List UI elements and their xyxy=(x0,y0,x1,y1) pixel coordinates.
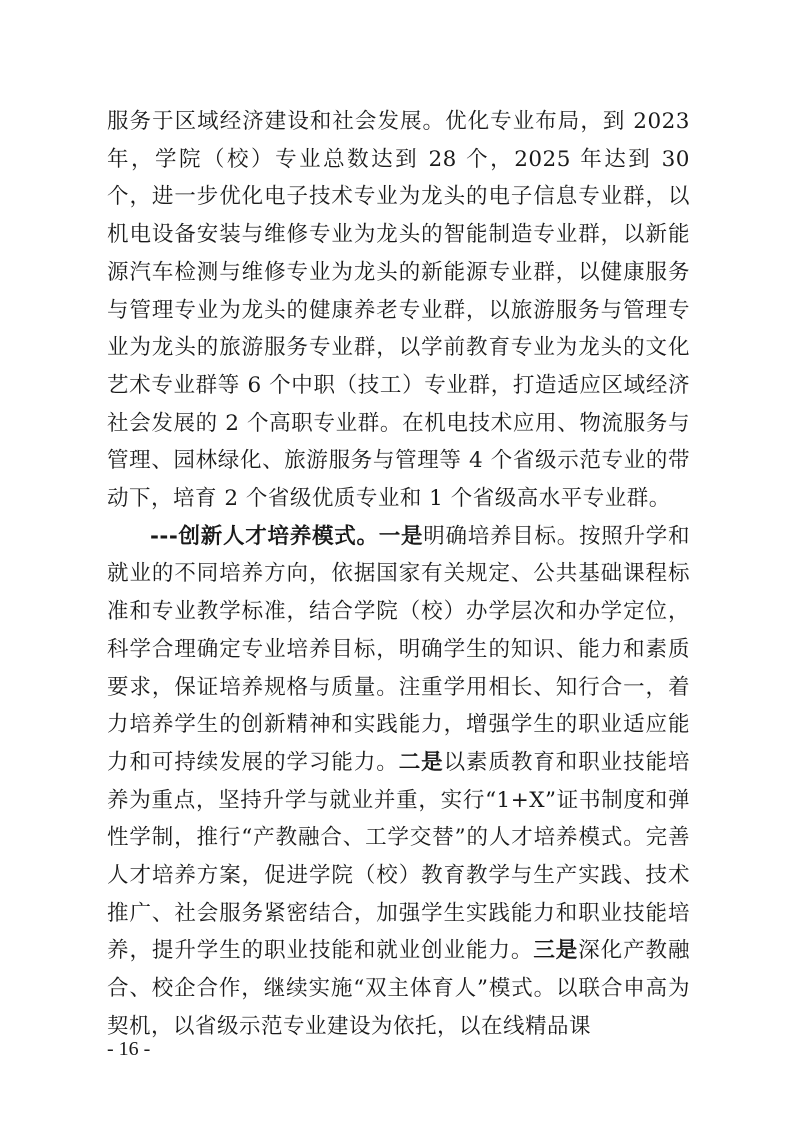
section-heading: ---创新人才培养模式。 xyxy=(150,523,379,549)
paragraph-talent-training xyxy=(107,518,690,1046)
point-text-1: 明确培养目标。按照升学和就业的不同培养方向，依据国家有关规定、公共基础课程标准和专业教学标准，结合学院（校）办学层次和办学定位，科学合理确定专业培养目标，明确学生的知识、能力和素质要求，保证培养规格与质量。注重学用相长、知行合一，着力培养学生的创新精神和实践能力，增强学生的职业适应能力和可持续发展的学习能力。 xyxy=(107,523,690,775)
point-marker-1: 一是 xyxy=(378,523,424,549)
document-body xyxy=(107,103,690,1046)
point-marker-2: 二是 xyxy=(398,749,444,775)
page-number: - 16 - xyxy=(107,1038,151,1060)
point-text-3: 深化产教融合、校企合作，继续实施“双主体育人”模式。以联合申高为契机，以省级示范专业建设为依托，以在线精品课 xyxy=(107,938,690,1039)
point-text-2: 以素质教育和职业技能培养为重点，坚持升学与就业并重，实行“1+X”证书制度和弹性学制，推行“产教融合、工学交替”的人才培养模式。完善人才培养方案，促进学院（校）教育教学与生产实践、技术推广、社会服务紧密结合，加强学生实践能力和职业技能培养，提升学生的职业技能和就业创业能力。 xyxy=(107,749,690,964)
paragraph-specialty-layout: 服务于区域经济建设和社会发展。优化专业布局，到 2023 年，学院（校）专业总数达到 28 个，2025 年达到 30 个，进一步优化电子技术专业为龙头的电子信息专业群，以机电设备安装与维修专业为龙头的智能制造专业群，以新能源汽车检测与维修专业为龙头的新能源专业群，以健康服务与管理专业为龙头的健康养老专业群，以旅游服务与管理专业为龙头的旅游服务专业群，以学前教育专业为龙头的文化艺术专业群等 6 个中职（技工）专业群，打造适应区域经济社会发展的 2 个高职专业群。在机电技术应用、物流服务与管理、园林绿化、旅游服务与管理等 4 个省级示范专业的带动下，培育 2 个省级优质专业和 1 个省级高水平专业群。 xyxy=(107,109,690,512)
point-marker-3: 三是 xyxy=(533,938,579,964)
